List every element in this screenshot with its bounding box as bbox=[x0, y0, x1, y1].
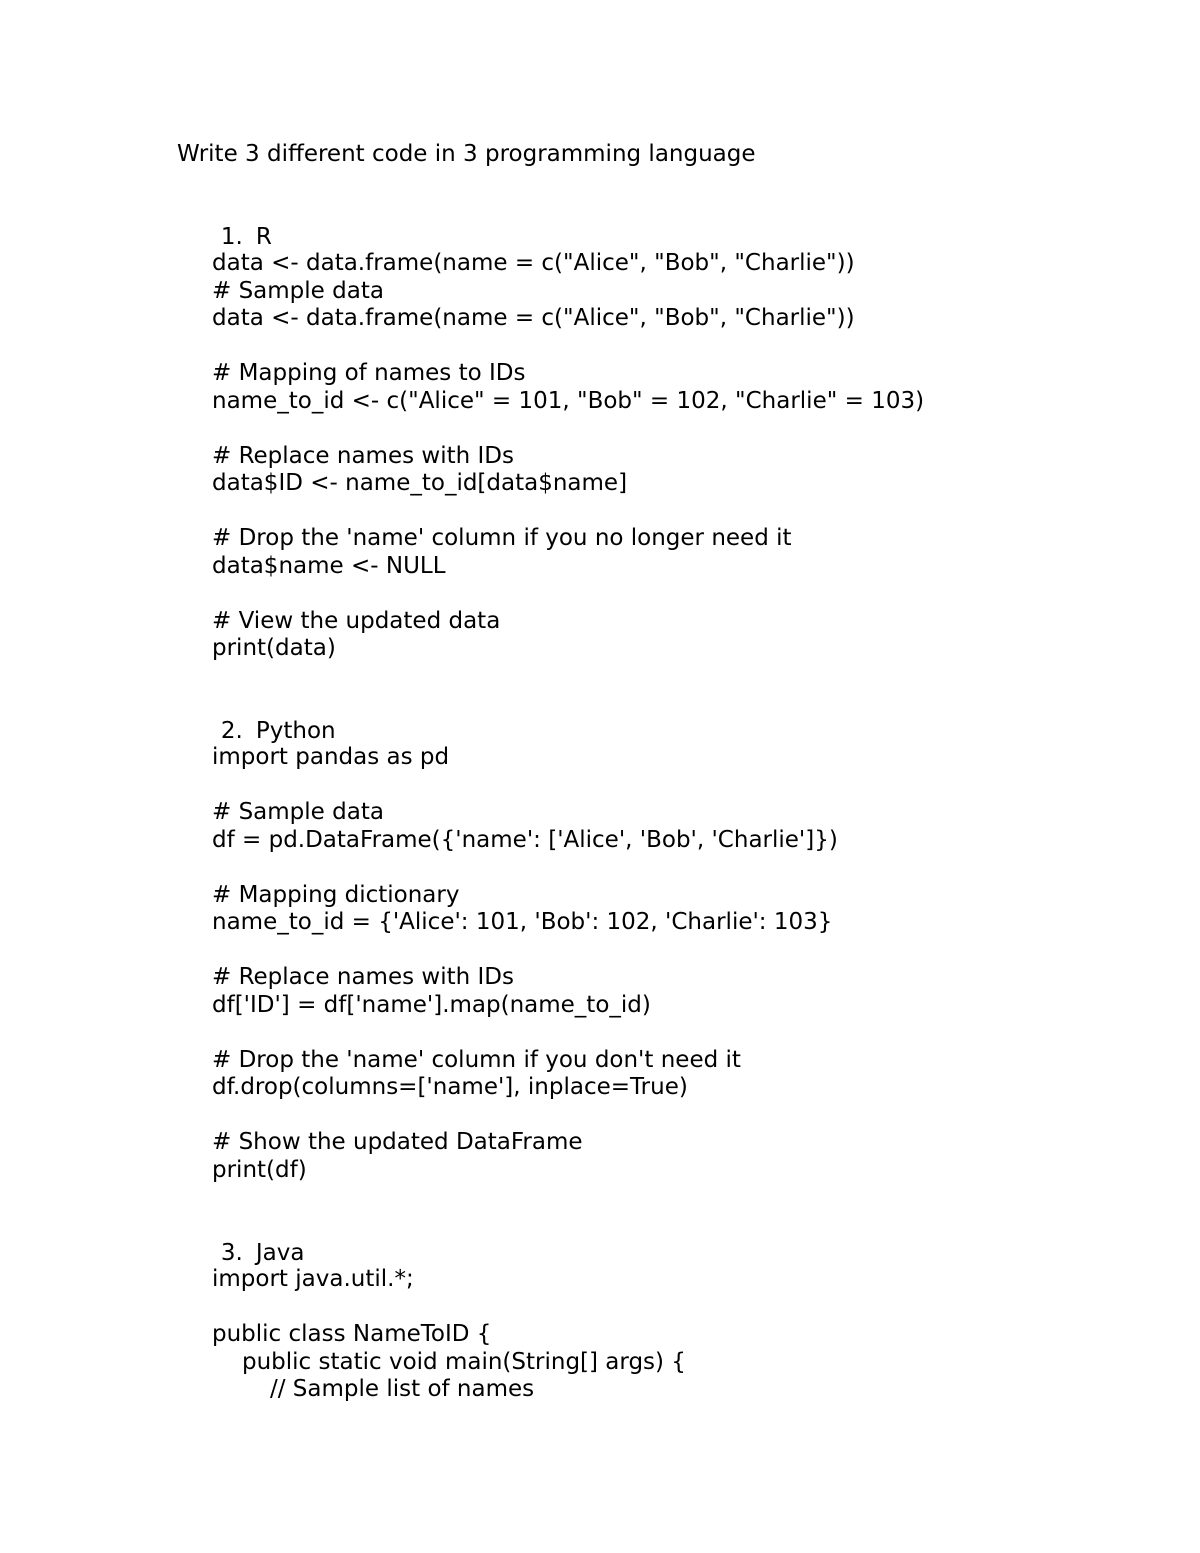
code-line: data$ID <- name_to_id[data$name] bbox=[212, 470, 628, 496]
section-number: 3. bbox=[220, 1240, 243, 1266]
code-line: data <- data.frame(name = c("Alice", "Bob", "Charlie")) bbox=[212, 250, 855, 276]
section-java bbox=[177, 1211, 1137, 1404]
code-line: name_to_id = {'Alice': 101, 'Bob': 102, 'Charlie': 103} bbox=[212, 909, 833, 935]
code-line: data <- data.frame(name = c("Alice", "Bob", "Charlie")) bbox=[212, 305, 855, 331]
blank-line bbox=[212, 937, 1137, 965]
code-comment: # Replace names with IDs bbox=[212, 442, 514, 469]
section-r bbox=[177, 195, 1137, 663]
code-line: print(df) bbox=[212, 1156, 307, 1183]
blank-line bbox=[212, 580, 1137, 608]
blank-line bbox=[212, 498, 1137, 526]
blank-line bbox=[212, 1019, 1137, 1047]
section-heading bbox=[177, 195, 1137, 250]
section-python bbox=[177, 689, 1137, 1184]
section-heading bbox=[177, 1211, 1137, 1266]
code-line: print(data) bbox=[212, 635, 336, 661]
code-line: data$name <- NULL bbox=[212, 552, 446, 579]
code-line: df['ID'] = df['name'].map(name_to_id) bbox=[212, 991, 651, 1018]
code-line: df.drop(columns=['name'], inplace=True) bbox=[212, 1074, 688, 1100]
blank-line bbox=[212, 415, 1137, 443]
code-line: public class NameToID { bbox=[212, 1321, 492, 1347]
code-line: import pandas as pd bbox=[212, 744, 450, 770]
code-block-r bbox=[212, 250, 1137, 663]
code-line: import java.util.*; bbox=[212, 1266, 414, 1292]
blank-line bbox=[212, 1102, 1137, 1130]
blank-line bbox=[212, 854, 1137, 882]
code-line: public static void main(String[] args) { bbox=[242, 1348, 686, 1375]
blank-line bbox=[212, 1294, 1137, 1322]
blank-line bbox=[212, 333, 1137, 361]
section-number: 1. bbox=[220, 224, 243, 250]
code-block-python bbox=[212, 744, 1137, 1184]
section-number: 2. bbox=[220, 718, 243, 744]
code-line: df = pd.DataFrame({'name': ['Alice', 'Bob', 'Charlie']}) bbox=[212, 826, 838, 853]
code-comment: // Sample list of names bbox=[270, 1376, 535, 1402]
code-comment: # View the updated data bbox=[212, 607, 501, 634]
section-language: Java bbox=[255, 1240, 305, 1266]
code-block-java bbox=[212, 1266, 1137, 1404]
blank-line bbox=[212, 772, 1137, 800]
section-language: R bbox=[255, 224, 272, 250]
code-comment: # Drop the 'name' column if you no longer need it bbox=[212, 525, 792, 551]
code-comment: # Mapping dictionary bbox=[212, 881, 460, 908]
section-heading bbox=[177, 689, 1137, 744]
code-line: name_to_id <- c("Alice" = 101, "Bob" = 102, "Charlie" = 103) bbox=[212, 387, 925, 414]
code-comment: # Replace names with IDs bbox=[212, 964, 514, 990]
code-comment: # Drop the 'name' column if you don't need it bbox=[212, 1046, 741, 1073]
code-comment: # Sample data bbox=[212, 799, 384, 825]
code-comment: # Mapping of names to IDs bbox=[212, 360, 526, 386]
code-comment: # Sample data bbox=[212, 277, 384, 304]
code-comment: # Show the updated DataFrame bbox=[212, 1129, 583, 1155]
page-title: Write 3 different code in 3 programming language bbox=[177, 141, 756, 167]
section-language: Python bbox=[255, 718, 336, 744]
